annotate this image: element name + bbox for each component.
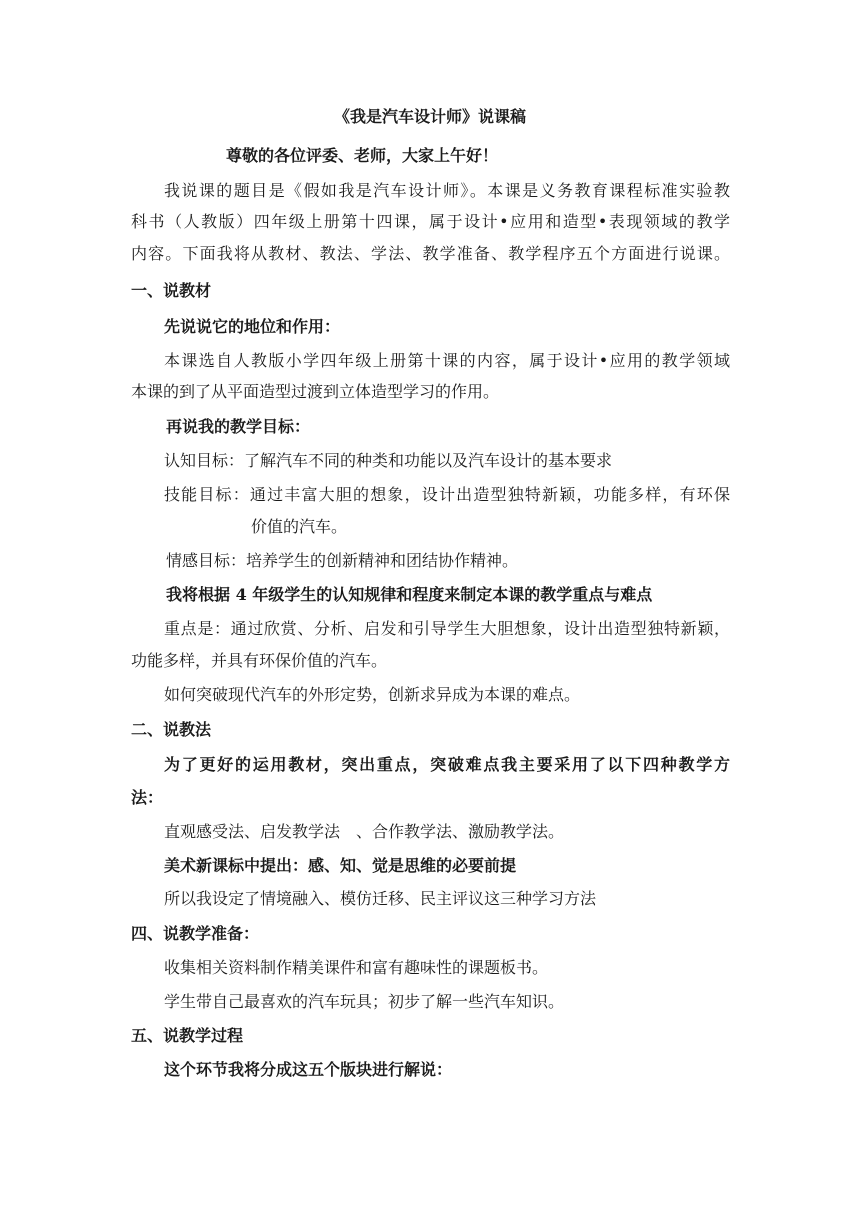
- intro-line-3: 内容。下面我将从教材、教法、学法、教学准备、教学程序五个方面进行说课。: [131, 244, 730, 263]
- document-title: 《我是汽车设计师》说课稿: [333, 107, 526, 126]
- position-text-line-2: 本课的到了从平面造型过渡到立体造型学习的作用。: [131, 382, 500, 401]
- keypoint-text-line-2: 功能多样，并具有环保价值的汽车。: [131, 651, 388, 670]
- position-heading: 先说说它的地位和作用：: [164, 317, 341, 336]
- goals-heading: 再说我的教学目标：: [166, 417, 311, 436]
- intro-line-1: 我说课的题目是《假如我是汽车设计师》。本课是义务教育课程标准实验教: [164, 181, 730, 200]
- section-heading-textbook: 一、说教材: [131, 281, 212, 300]
- learning-heading: 美术新课标中提出：感、知、觉是思维的必要前提: [164, 856, 517, 875]
- goal-skill-line-1: 技能目标：通过丰富大胆的想象，设计出造型独特新颖，功能多样，有环保: [164, 485, 730, 504]
- difficulty-text: 如何突破现代汽车的外形定势，创新求异成为本课的难点。: [164, 685, 581, 704]
- keypoint-text-line-1: 重点是：通过欣赏、分析、启发和引导学生大胆想象，设计出造型独特新颖，: [164, 619, 730, 638]
- position-text-line-1: 本课选自人教版小学四年级上册第十课的内容，属于设计•应用的教学领域: [164, 351, 730, 370]
- learning-text: 所以我设定了情境融入、模仿迁移、民主评议这三种学习方法: [164, 889, 597, 908]
- process-intro: 这个环节我将分成这五个版块进行解说：: [164, 1060, 453, 1079]
- goal-cognitive: 认知目标：了解汽车不同的种类和功能以及汽车设计的基本要求: [164, 451, 613, 470]
- prep-line-1: 收集相关资料制作精美课件和富有趣味性的课题板书。: [164, 958, 549, 977]
- section-heading-methods: 二、说教法: [131, 720, 212, 739]
- methods-heading-line-2: 法：: [131, 788, 164, 807]
- keypoint-heading: 我将根据 4 年级学生的认知规律和程度来制定本课的教学重点与难点: [166, 585, 653, 604]
- prep-line-2: 学生带自己最喜欢的汽车玩具；初步了解一些汽车知识。: [164, 992, 565, 1011]
- section-heading-preparation: 四、说教学准备：: [131, 924, 260, 943]
- goal-emotion: 情感目标：培养学生的创新精神和团结协作精神。: [166, 551, 519, 570]
- goal-skill-line-2: 价值的汽车。: [251, 517, 348, 536]
- intro-line-2: 科书（人教版）四年级上册第十四课，属于设计•应用和造型•表现领域的教学: [131, 212, 730, 231]
- methods-heading-line-1: 为了更好的运用教材，突出重点，突破难点我主要采用了以下四种教学方: [164, 755, 730, 774]
- section-heading-process: 五、说教学过程: [131, 1026, 244, 1045]
- greeting: 尊敬的各位评委、老师，大家上午好！: [226, 146, 499, 165]
- methods-text: 直观感受法、启发教学法 、合作教学法、激励教学法。: [164, 822, 565, 841]
